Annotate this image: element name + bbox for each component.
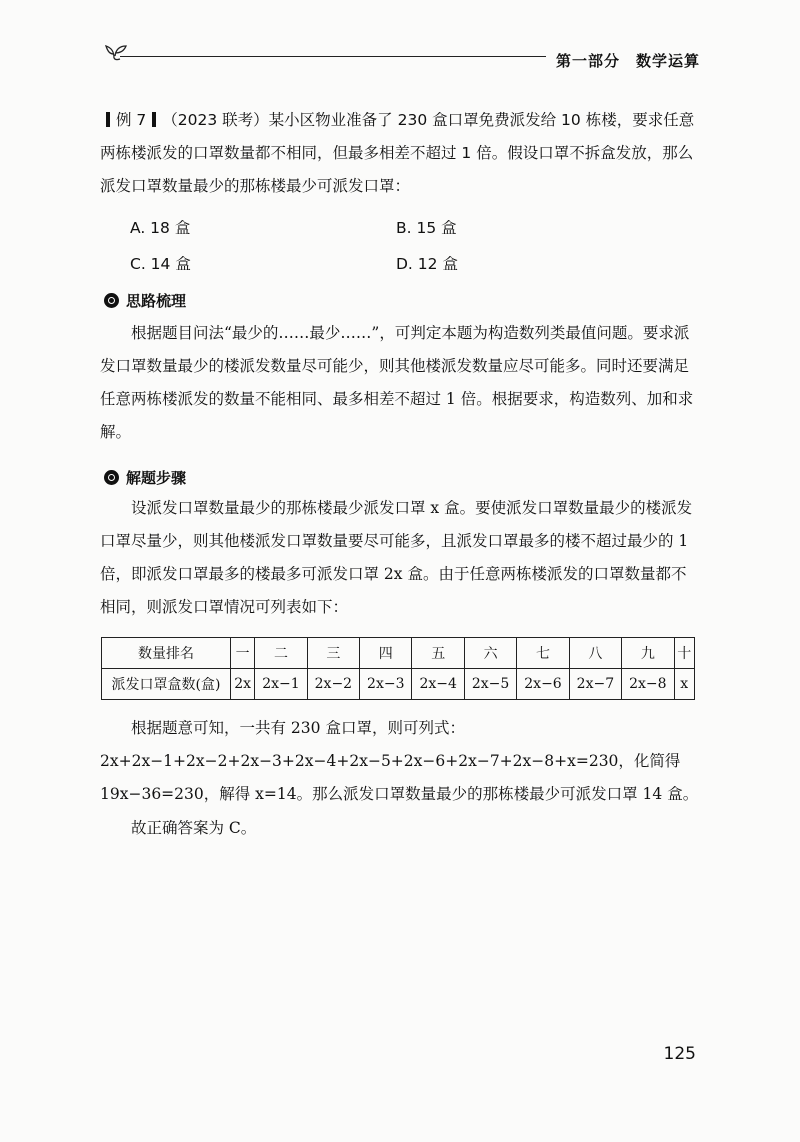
table-cell: 五 <box>412 638 464 669</box>
header-title: 第一部分 数学运算 <box>546 50 700 71</box>
table-cell: 2x−6 <box>517 669 569 700</box>
table-cell: 三 <box>307 638 359 669</box>
section-thinking-label: 思路梳理 <box>126 292 187 310</box>
page-number: 125 <box>663 1044 696 1064</box>
example-tag: 例 7 <box>116 111 147 129</box>
sprout-icon <box>100 38 130 62</box>
example-source: （2023 联考） <box>162 111 269 129</box>
table-cell: 2x−7 <box>569 669 621 700</box>
section-steps-label: 解题步骤 <box>126 469 187 487</box>
table-row-label: 派发口罩盒数(盒) <box>102 669 231 700</box>
table-cell: x <box>674 669 694 700</box>
option-a: A. 18 盒 <box>130 219 191 237</box>
table-cell: 2x−8 <box>622 669 674 700</box>
table-cell: 一 <box>231 638 255 669</box>
option-c: C. 14 盒 <box>130 255 191 273</box>
table-row-label: 数量排名 <box>102 638 231 669</box>
distribution-table <box>101 637 695 700</box>
thinking-icon <box>104 293 119 308</box>
table-cell: 十 <box>674 638 694 669</box>
section-steps-heading <box>104 467 186 488</box>
page-header <box>100 38 700 78</box>
table-row <box>102 638 695 669</box>
tag-bar-left <box>106 112 110 127</box>
table-cell: 2x−5 <box>464 669 516 700</box>
table-cell: 2x−4 <box>412 669 464 700</box>
option-b: B. 15 盒 <box>396 219 457 237</box>
tag-bar-right <box>152 112 156 127</box>
table-cell: 八 <box>569 638 621 669</box>
solution-text: 根据题意可知，一共有 230 盒口罩，则可列式：2x+2x−1+2x−2+2x−3+2x−4+2x−5+2x−6+2x−7+2x−8+x=230，化简得 19x−36=230，解得 x=14。那么派发口罩数量最少的那栋楼最少可派发口罩 14 盒。 <box>100 719 699 803</box>
table-cell: 六 <box>464 638 516 669</box>
section-thinking-heading <box>104 290 186 311</box>
table-cell: 2x−2 <box>307 669 359 700</box>
table-cell: 2x−1 <box>255 669 307 700</box>
table-cell: 四 <box>360 638 412 669</box>
table-cell: 2x−3 <box>360 669 412 700</box>
table-row <box>102 669 695 700</box>
table-cell: 二 <box>255 638 307 669</box>
answer-text: 故正确答案为 C。 <box>131 819 257 837</box>
table-cell: 七 <box>517 638 569 669</box>
example-question <box>100 104 700 203</box>
steps-icon <box>104 470 119 485</box>
table-cell: 九 <box>622 638 674 669</box>
option-d: D. 12 盒 <box>396 255 458 273</box>
table-cell: 2x <box>231 669 255 700</box>
example-question-text: 某小区物业准备了 230 盒口罩免费派发给 10 栋楼，要求任意两栋楼派发的口罩数量都不相同，但最多相差不超过 1 倍。假设口罩不拆盒发放，那么派发口罩数量最少的那栋楼最少可派发口罩： <box>100 111 695 195</box>
section-thinking-text: 根据题目问法“最少的……最少……”，可判定本题为构造数列类最值问题。要求派发口罩数量最少的楼派发数量尽可能少，则其他楼派发数量应尽可能多。同时还要满足任意两栋楼派发的数量不能相同、最多相差不超过 1 倍。根据要求，构造数列、加和求解。 <box>100 324 694 441</box>
section-steps-text: 设派发口罩数量最少的那栋楼最少派发口罩 x 盒。要使派发口罩数量最少的楼派发口罩尽量少，则其他楼派发口罩数量要尽可能多，且派发口罩最多的楼不超过最少的 1 倍，即派发口罩最多的楼最多可派发口罩 2x 盒。由于任意两栋楼派发的口罩数量都不相同，则派发口罩情况可列表如下： <box>100 499 693 616</box>
